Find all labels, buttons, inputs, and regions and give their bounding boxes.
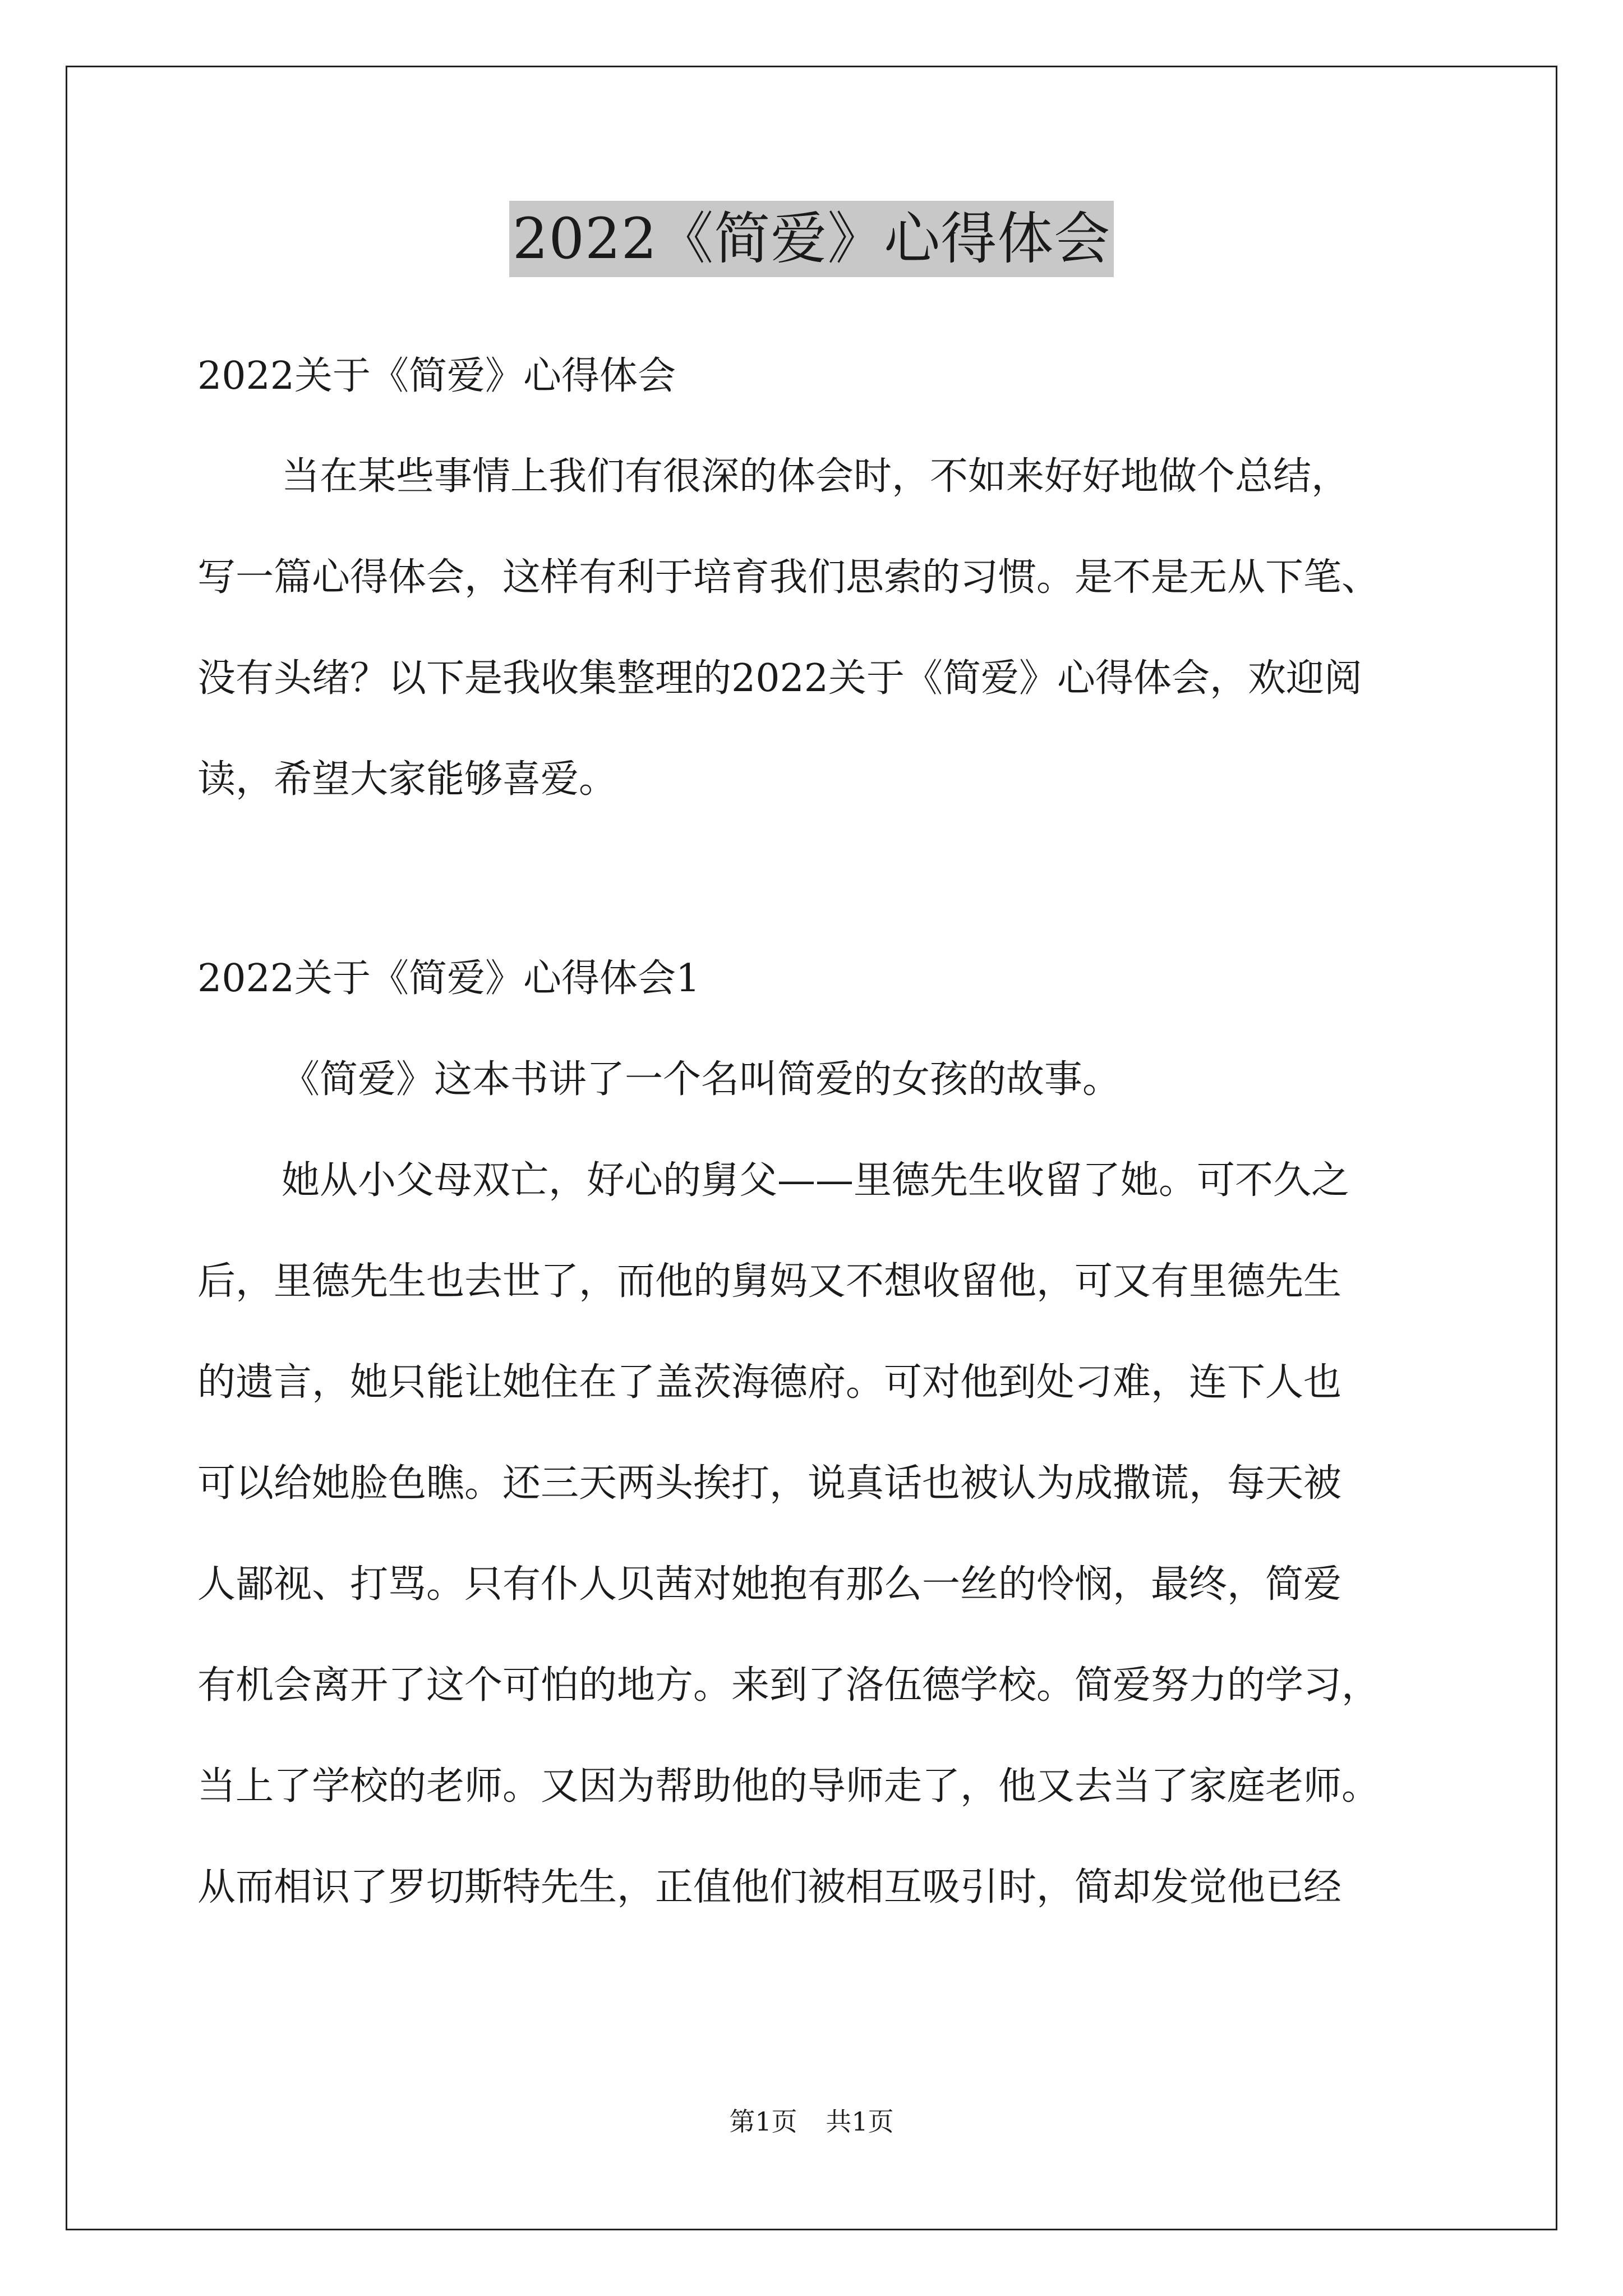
paragraph-line: 可以给她脸色瞧。还三天两头挨打，说真话也被认为成撒谎，每天被 bbox=[197, 1461, 1342, 1506]
intro-paragraph-line: 写一篇心得体会，这样有利于培育我们思索的习惯。是不是无从下笔、 bbox=[197, 555, 1380, 600]
intro-paragraph-line: 没有头绪？以下是我收集整理的2022关于《简爱》心得体会，欢迎阅 bbox=[197, 656, 1363, 701]
page-footer bbox=[0, 2105, 1623, 2138]
title-block bbox=[0, 201, 1623, 277]
paragraph-line: 《简爱》这本书讲了一个名叫简爱的女孩的故事。 bbox=[282, 1057, 1121, 1102]
paragraph-line: 当上了学校的老师。又因为帮助他的导师走了，他又去当了家庭老师。 bbox=[197, 1764, 1380, 1809]
page-total: 共1页 bbox=[826, 2106, 894, 2137]
page-number: 第1页 bbox=[729, 2106, 797, 2137]
intro-heading: 2022关于《简爱》心得体会 bbox=[197, 354, 676, 398]
document-title: 2022《简爱》心得体会 bbox=[509, 201, 1114, 277]
paragraph-line: 人鄙视、打骂。只有仆人贝茜对她抱有那么一丝的怜悯，最终，简爱 bbox=[197, 1562, 1342, 1607]
intro-paragraph-line: 读，希望大家能够喜爱。 bbox=[197, 757, 617, 802]
paragraph-line: 从而相识了罗切斯特先生，正值他们被相互吸引时，简却发觉他已经 bbox=[197, 1865, 1342, 1910]
paragraph-line: 后，里德先生也去世了，而他的舅妈又不想收留他，可又有里德先生 bbox=[197, 1259, 1342, 1304]
paragraph-line: 有机会离开了这个可怕的地方。来到了洛伍德学校。简爱努力的学习， bbox=[197, 1663, 1380, 1708]
paragraph-line: 她从小父母双亡，好心的舅父——里德先生收留了她。可不久之 bbox=[282, 1158, 1350, 1203]
section-heading: 2022关于《简爱》心得体会1 bbox=[197, 956, 700, 1001]
paragraph-line: 的遗言，她只能让她住在了盖茨海德府。可对他到处刁难，连下人也 bbox=[197, 1360, 1342, 1405]
intro-paragraph-line: 当在某些事情上我们有很深的体会时，不如来好好地做个总结， bbox=[282, 454, 1350, 499]
